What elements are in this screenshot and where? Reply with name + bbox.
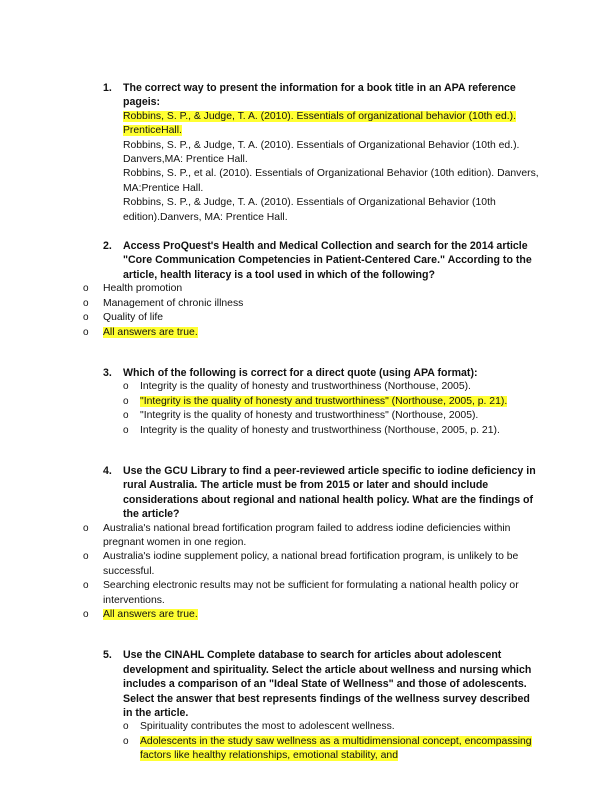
option-text: Quality of life bbox=[103, 312, 164, 324]
question-3 bbox=[103, 366, 540, 438]
option-text: Spirituality contributes the most to adolescent wellness. bbox=[140, 721, 395, 733]
option-list bbox=[83, 282, 540, 340]
circle-bullet-icon: o bbox=[123, 721, 129, 733]
circle-bullet-icon: o bbox=[83, 551, 89, 563]
question-text: Which of the following is correct for a direct quote (using APA format): bbox=[123, 366, 478, 379]
question-number: 5. bbox=[103, 649, 112, 662]
option-item bbox=[103, 735, 540, 764]
option-item bbox=[103, 424, 540, 438]
question-number: 4. bbox=[103, 464, 112, 477]
option-list bbox=[83, 522, 540, 623]
option-text: Integrity is the quality of honesty and trustworthiness (Northouse, 2005). bbox=[140, 381, 471, 393]
answer-option-4: Robbins, S. P., & Judge, T. A. (2010). Essentials of Organizational Behavior (10th edition).Danvers, MA: Prentice Hall. bbox=[123, 197, 496, 223]
option-item bbox=[103, 380, 540, 394]
question-2 bbox=[83, 239, 540, 340]
circle-bullet-icon: o bbox=[83, 580, 89, 592]
circle-bullet-icon: o bbox=[83, 297, 89, 309]
question-text: Use the CINAHL Complete database to search for articles about adolescent development and spirituality. Select the article about wellness and nursing which includes a comparison of an "Ideal State of Wellness" and those of adolescents. Select the answer that best represents findings of the wellness survey described in the article. bbox=[123, 649, 532, 720]
option-item bbox=[83, 311, 540, 325]
option-text: Australia's iodine supplement policy, a national bread fortification program, is unlikely to be successful. bbox=[103, 551, 519, 577]
option-item bbox=[103, 395, 540, 409]
question-text: Use the GCU Library to find a peer-reviewed article specific to iodine deficiency in rural Australia. The article must be from 2015 or later and should include considerations about regional and national health policy. What are the findings of the article? bbox=[123, 464, 536, 521]
circle-bullet-icon: o bbox=[123, 424, 129, 436]
option-item bbox=[83, 579, 540, 608]
option-item bbox=[83, 608, 540, 622]
circle-bullet-icon: o bbox=[83, 609, 89, 620]
spacer bbox=[103, 225, 540, 239]
circle-bullet-icon: o bbox=[83, 312, 89, 324]
circle-bullet-icon: o bbox=[83, 522, 89, 534]
spacer bbox=[103, 622, 540, 648]
question-text: The correct way to present the information for a book title in an APA reference pageis: bbox=[123, 82, 516, 109]
option-text: "Integrity is the quality of honesty and trustworthiness" (Northouse, 2005, p. 21). bbox=[140, 395, 508, 407]
question-text: Access ProQuest's Health and Medical Collection and search for the 2014 article "Core Communication Competencies in Patient-Centered Care." According to the article, health literacy is a tool used in which of the following? bbox=[123, 240, 532, 281]
circle-bullet-icon: o bbox=[123, 410, 129, 422]
question-number: 3. bbox=[103, 366, 112, 379]
option-item bbox=[83, 326, 540, 340]
circle-bullet-icon: o bbox=[123, 735, 129, 747]
option-text: All answers are true. bbox=[103, 609, 198, 620]
option-list bbox=[103, 380, 540, 438]
question-5 bbox=[103, 648, 540, 763]
answer-option-2: Robbins, S. P., & Judge, T. A. (2010). Essentials of Organizational Behavior (10th ed.). Danvers,MA: Prentice Hall. bbox=[123, 139, 520, 166]
circle-bullet-icon: o bbox=[83, 283, 89, 295]
option-text: Australia's national bread fortification program failed to address iodine deficiencies within pregnant women in one region. bbox=[103, 522, 511, 548]
question-4 bbox=[83, 464, 540, 622]
option-item bbox=[83, 522, 540, 551]
option-item bbox=[83, 282, 540, 296]
spacer bbox=[103, 340, 540, 366]
question-1 bbox=[103, 81, 540, 225]
spacer bbox=[103, 438, 540, 464]
question-number: 2. bbox=[103, 240, 112, 253]
option-text: Health promotion bbox=[103, 283, 183, 295]
answer-option-1 bbox=[123, 110, 540, 139]
option-text: "Integrity is the quality of honesty and trustworthiness" (Northouse, 2005). bbox=[140, 410, 479, 422]
option-text: Integrity is the quality of honesty and trustworthiness (Northouse, 2005, p. 21). bbox=[140, 424, 500, 436]
option-item bbox=[103, 720, 540, 734]
option-text: Searching electronic results may not be sufficient for formulating a national health policy or interventions. bbox=[103, 580, 519, 606]
option-item bbox=[103, 409, 540, 423]
option-text: Management of chronic illness bbox=[103, 297, 244, 309]
option-item bbox=[83, 550, 540, 579]
option-item bbox=[83, 297, 540, 311]
answer-option-3: Robbins, S. P., et al. (2010). Essentials of Organizational Behavior (10th edition). Danvers, MA:Prentice Hall. bbox=[123, 168, 539, 194]
question-number: 1. bbox=[103, 82, 112, 94]
option-text: Adolescents in the study saw wellness as a multidimensional concept, encompassing factors like healthy relationships, emotional stability, and bbox=[140, 735, 532, 762]
answer-text: Robbins, S. P., & Judge, T. A. (2010). Essentials of organizational behavior (10th ed.). PrenticeHall. bbox=[123, 110, 516, 137]
option-list bbox=[103, 720, 540, 763]
option-text: All answers are true. bbox=[103, 326, 198, 338]
circle-bullet-icon: o bbox=[83, 326, 89, 338]
circle-bullet-icon: o bbox=[123, 395, 129, 407]
circle-bullet-icon: o bbox=[123, 381, 129, 393]
